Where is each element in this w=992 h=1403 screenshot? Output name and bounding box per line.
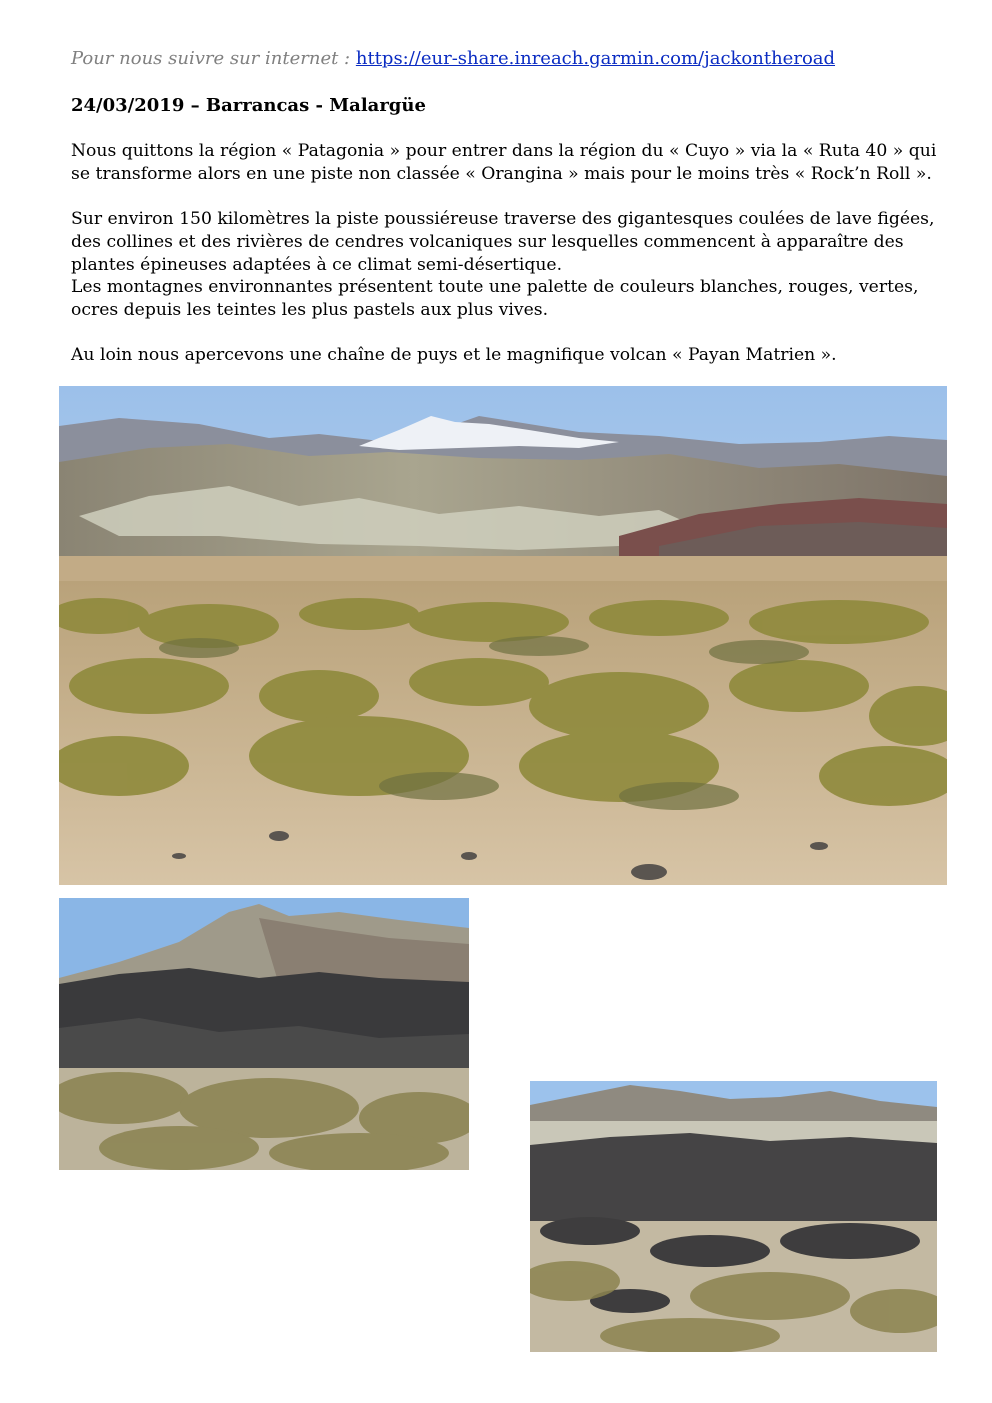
page-title: 24/03/2019 – Barrancas - Malargüe <box>71 95 426 116</box>
paragraph-text: Nous quittons la région « Patagonia » pour entrer dans la région du « Cuyo » via la « Ruta 40 » qui se transforme alors en une piste non classée « Orangina » mais pour le moins très « Rock’n Roll ». <box>71 141 937 184</box>
paragraph-text: Les montagnes environnantes présentent toute une palette de couleurs blanches, rouges, vertes, ocres depuis les teintes les plus pastels aux plus vives. <box>71 277 919 320</box>
lava-flow-photo-right <box>530 1081 937 1352</box>
header-line <box>71 47 835 71</box>
paragraph-intro <box>71 140 951 186</box>
paragraph-volcano <box>71 344 951 367</box>
paragraph-mountains <box>71 276 951 322</box>
paragraph-lava <box>71 208 951 276</box>
paragraph-text: Au loin nous apercevons une chaîne de puys et le magnifique volcan « Payan Matrien ». <box>71 345 837 365</box>
paragraph-text: Sur environ 150 kilomètres la piste poussiéreuse traverse des gigantesques coulées de lave figées, des collines et des rivières de cendres volcaniques sur lesquelles commencent à apparaître des plantes épineuses adaptées à ce climat semi-désertique. <box>71 209 935 275</box>
lava-flow-photo-left <box>59 898 469 1170</box>
landscape-photo <box>59 386 947 885</box>
header-prefix: Pour nous suivre sur internet : <box>71 48 351 69</box>
tracking-link[interactable]: https://eur-share.inreach.garmin.com/jackontheroad <box>355 48 836 69</box>
